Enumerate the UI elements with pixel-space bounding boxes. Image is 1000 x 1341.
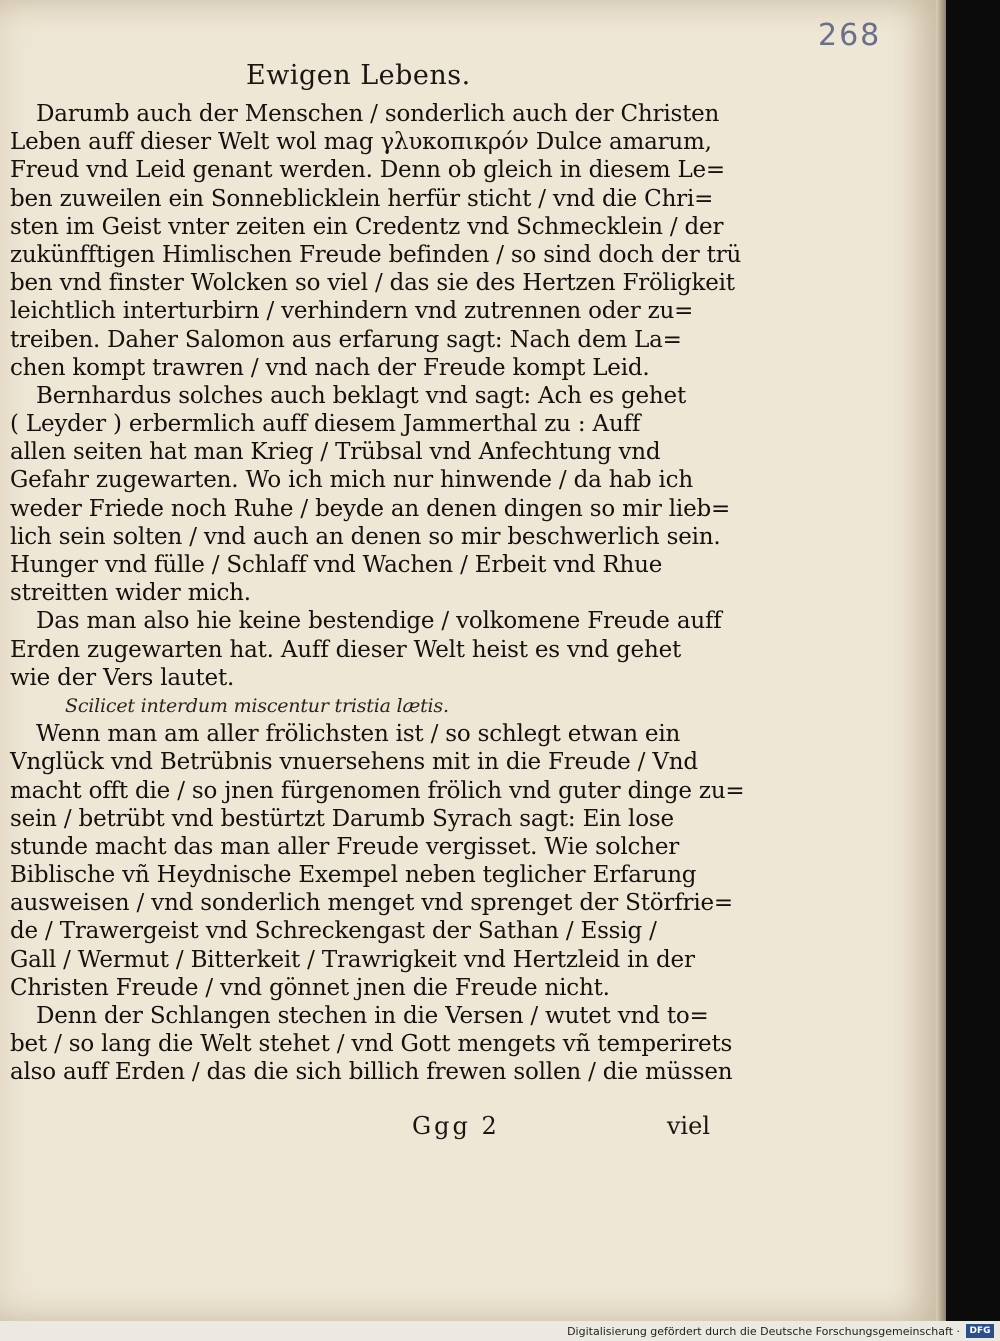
- text-line: chen kompt trawren / vnd nach der Freude kompt Leid.: [10, 354, 650, 381]
- text-line: Scilicet interdum miscentur tristia lætis.: [65, 694, 449, 717]
- page-edge: [936, 0, 946, 1321]
- text-line: treiben. Daher Salomon aus erfarung sagt: Nach dem La=: [10, 326, 682, 353]
- text-line: Hunger vnd fülle / Schlaff vnd Wachen / Erbeit vnd Rhue: [10, 552, 663, 578]
- running-head: Ewigen Lebens.: [246, 60, 471, 91]
- text-line: Vnglück vnd Betrübnis vnuersehens mit in die Freude / Vnd: [10, 749, 698, 776]
- text-line: stunde macht das man aller Freude vergisset. Wie solcher: [10, 833, 680, 860]
- text-line: macht offt die / so jnen fürgenomen frӧlich vnd guter dinge zu=: [10, 777, 745, 804]
- footer-credit: Digitalisierung gefördert durch die Deutsche Forschungsgemeinschaft ·: [567, 1325, 960, 1338]
- text-line: streitten wider mich.: [10, 580, 251, 607]
- text-line: Bernhardus solches auch beklagt vnd sagt: Ach es gehet: [36, 382, 686, 409]
- footer-bar: [0, 1321, 1000, 1341]
- text-line: Das man also hie keine bestendige / volkomene Freude auff: [36, 608, 722, 635]
- text-line: leichtlich interturbirn / verhindern vnd zutrennen oder zu=: [10, 298, 694, 325]
- text-line: ( Leyder ) erbermlich auff diesem Jammerthal zu : Auff: [10, 411, 641, 438]
- text-line: ausweisen / vnd sonderlich menget vnd sprenget der Stӧrfrie=: [10, 890, 733, 917]
- text-line: sten im Geist vnter zeiten ein Credentz vnd Schmecklein / der: [10, 213, 724, 240]
- text-line: ben zuweilen ein Sonneblicklein herfür sticht / vnd die Chri=: [10, 185, 714, 212]
- text-line: wie der Vers lautet.: [10, 664, 235, 691]
- text-line: weder Friede noch Ruhe / beyde an denen dingen so mir lieb=: [10, 495, 731, 522]
- text-line: Darumb auch der Menschen / sonderlich auch der Christen: [36, 101, 720, 127]
- text-line: Erden zugewarten hat. Auff dieser Welt heist es vnd gehet: [10, 636, 682, 663]
- text-line: Freud vnd Leid genant werden. Denn ob gleich in diesem Le=: [10, 157, 726, 184]
- text-line: also auff Erden / das die sich billich frewen sollen / die müssen: [10, 1059, 733, 1086]
- text-line: Biblische vñ Heydnische Exempel neben teglicher Erfarung: [10, 862, 697, 889]
- text-line: Denn der Schlangen stechen in die Versen / wutet vnd to=: [36, 1003, 709, 1029]
- text-line: Leben auff dieser Welt wol mag γλυκοπικρόν Dulce amarum,: [10, 129, 712, 156]
- text-line: Gall / Wermut / Bitterkeit / Trawrigkeit vnd Hertzleid in der: [10, 946, 695, 973]
- text-line: allen seiten hat man Krieg / Trübsal vnd Anfechtung vnd: [10, 439, 661, 466]
- text-line: ben vnd finster Wolcken so viel / das sie des Hertzen Frӧligkeit: [10, 270, 735, 297]
- text-line: Wenn man am aller frӧlichsten ist / so schlegt etwan ein: [36, 721, 681, 748]
- body-text: [10, 100, 745, 1087]
- text-line: bet / so lang die Welt stehet / vnd Gott mengets vñ temperirets: [10, 1031, 733, 1058]
- folio-number: 268: [818, 18, 882, 53]
- text-line: zukünfftigen Himlischen Freude befinden / so sind doch der trü: [10, 241, 742, 268]
- text-line: sein / betrübt vnd bestürtzt Darumb Syrach sagt: Ein lose: [10, 805, 674, 832]
- catchline: [10, 1112, 710, 1146]
- dfg-logo-icon: DFG: [966, 1324, 994, 1338]
- signature-mark: Ggg 2: [412, 1112, 500, 1140]
- text-line: Gefahr zugewarten. Wo ich mich nur hinwende / da hab ich: [10, 467, 693, 494]
- catchword: viel: [666, 1112, 710, 1140]
- text-line: de / Trawergeist vnd Schreckengast der Sathan / Essig /: [10, 918, 657, 945]
- text-line: Christen Freude / vnd gӧnnet jnen die Freude nicht.: [10, 974, 610, 1001]
- text-line: lich sein solten / vnd auch an denen so mir beschwerlich sein.: [10, 523, 721, 550]
